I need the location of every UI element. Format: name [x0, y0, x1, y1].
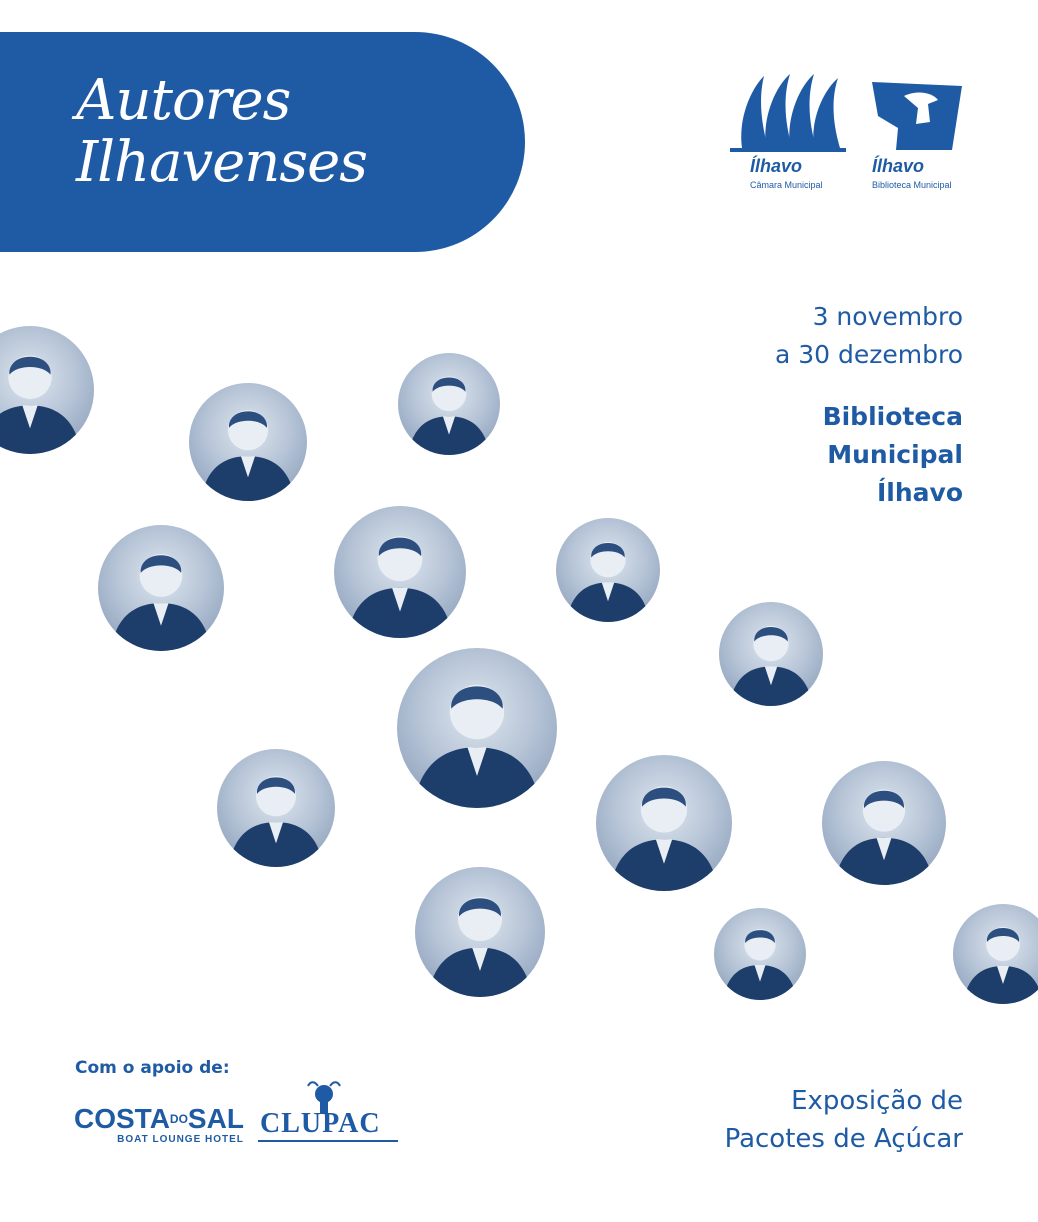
venue-line-3: Ílhavo	[876, 478, 963, 507]
author-portrait	[98, 525, 224, 651]
clupac-underline	[258, 1140, 398, 1142]
clupac-logo	[256, 1080, 401, 1150]
venue-line-2: Municipal	[827, 440, 963, 469]
person-silhouette-icon	[0, 326, 94, 454]
person-silhouette-icon	[98, 525, 224, 651]
page-title	[76, 70, 367, 194]
costa-word: COSTA	[74, 1103, 170, 1134]
person-silhouette-icon	[217, 749, 335, 867]
author-portrait	[0, 326, 94, 454]
person-silhouette-icon	[398, 353, 500, 455]
venue-line-1: Biblioteca	[822, 402, 963, 431]
author-portrait	[397, 648, 557, 808]
support-label: Com o apoio de:	[75, 1058, 230, 1078]
person-silhouette-icon	[397, 648, 557, 808]
person-silhouette-icon	[415, 867, 545, 997]
biblioteca-logo-name: Ílhavo	[872, 156, 925, 176]
author-portrait	[714, 908, 806, 1000]
person-silhouette-icon	[596, 755, 732, 891]
logos	[728, 70, 968, 200]
author-portrait	[415, 867, 545, 997]
costa-do-sal-wordmark	[74, 1104, 244, 1134]
exhibition-line-2: Pacotes de Açúcar	[724, 1124, 963, 1154]
title-line-2: Ilhavenses	[76, 130, 367, 195]
date-line-2: a 30 dezembro	[774, 340, 963, 369]
author-portrait	[596, 755, 732, 891]
person-silhouette-icon	[556, 518, 660, 622]
costa-do-sal-sub: BOAT LOUNGE HOTEL	[117, 1134, 244, 1145]
event-venue	[823, 398, 963, 512]
costa-do-sal-logo	[74, 1104, 244, 1145]
sails-icon	[728, 70, 848, 152]
author-portrait	[217, 749, 335, 867]
biblioteca-logo-sub: Biblioteca Municipal	[872, 180, 952, 190]
clupac-wordmark: CLUPAC	[260, 1108, 381, 1139]
person-silhouette-icon	[334, 506, 466, 638]
biblioteca-municipal-logo	[868, 76, 968, 198]
camara-logo-sub: Câmara Municipal	[750, 180, 823, 190]
person-silhouette-icon	[189, 383, 307, 501]
author-portrait	[822, 761, 946, 885]
event-dates	[775, 298, 963, 374]
sal-word: SAL	[187, 1103, 244, 1134]
person-silhouette-icon	[719, 602, 823, 706]
person-silhouette-icon	[714, 908, 806, 1000]
person-silhouette-icon	[822, 761, 946, 885]
author-portrait	[556, 518, 660, 622]
camara-municipal-logo	[728, 70, 848, 198]
author-portrait	[334, 506, 466, 638]
do-word: DO	[169, 1112, 188, 1126]
author-portrait	[398, 353, 500, 455]
camara-logo-name: Ílhavo	[750, 156, 803, 176]
author-portrait	[953, 904, 1038, 1004]
author-portrait	[189, 383, 307, 501]
exhibition-title	[725, 1082, 963, 1158]
title-line-1: Autores	[76, 68, 291, 133]
author-portrait	[719, 602, 823, 706]
date-line-1: 3 novembro	[812, 302, 963, 331]
book-figure-icon	[868, 76, 968, 152]
exhibition-line-1: Exposição de	[791, 1086, 963, 1116]
person-silhouette-icon	[953, 904, 1038, 1004]
